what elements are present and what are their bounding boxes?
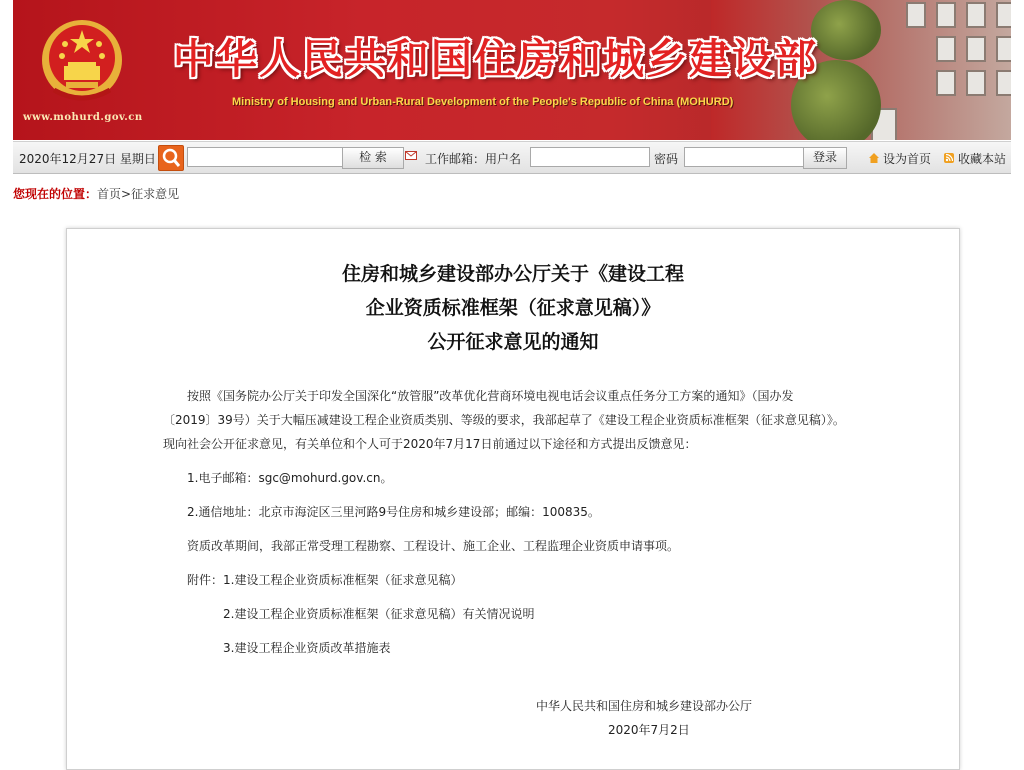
site-banner bbox=[13, 0, 1011, 140]
search-button[interactable]: 检 索 bbox=[342, 147, 404, 169]
mail-icon bbox=[405, 151, 417, 160]
password-input[interactable] bbox=[684, 147, 804, 167]
article-panel bbox=[66, 228, 960, 770]
ministry-title-cn: 中华人民共和国住房和城乡建设部 bbox=[173, 35, 818, 83]
paragraph-1-line-3: 现向社会公开征求意见，有关单位和个人可于2020年7月17日前通过以下途径和方式提出反馈意见： bbox=[163, 437, 697, 451]
ministry-title-en: Ministry of Housing and Urban-Rural Development of the People's Republic of China (MOHURD) bbox=[232, 96, 734, 108]
attachment-link-1[interactable]: 1.建设工程企业资质标准框架（征求意见稿） bbox=[223, 573, 463, 587]
article-title-line-1: 住房和城乡建设部办公厅关于《建设工程 bbox=[341, 263, 684, 285]
login-button[interactable]: 登录 bbox=[803, 147, 847, 169]
paragraph-2: 资质改革期间，我部正常受理工程勘察、工程设计、施工企业、工程监理企业资质申请事项。 bbox=[187, 539, 680, 553]
bookmark-label: 收藏本站 bbox=[958, 152, 1007, 166]
paragraph-1-line-1: 按照《国务院办公厅关于印发全国深化“放管服”改革优化营商环境电视电话会议重点任务分工方案的通知》（国办发 bbox=[187, 389, 794, 403]
set-homepage-label: 设为首页 bbox=[883, 152, 932, 166]
article-title-line-3: 公开征求意见的通知 bbox=[427, 331, 599, 353]
home-icon bbox=[868, 152, 880, 164]
paragraph-1-line-2: 〔2019〕39号）关于大幅压减建设工程企业资质类别、等级的要求，我部起草了《建设工程企业资质标准框架（征求意见稿）》。 bbox=[163, 413, 845, 427]
attachments-label: 附件： bbox=[187, 573, 224, 587]
attachment-link-2[interactable]: 2.建设工程企业资质标准框架（征求意见稿）有关情况说明 bbox=[223, 607, 535, 621]
search-input[interactable] bbox=[187, 147, 343, 167]
bookmark-icon bbox=[943, 152, 955, 164]
set-homepage-link[interactable] bbox=[868, 150, 931, 167]
national-emblem-icon bbox=[40, 14, 124, 106]
work-mail-username-label: 工作邮箱：用户名 bbox=[425, 152, 522, 166]
signature-org: 中华人民共和国住房和城乡建设部办公厅 bbox=[536, 699, 753, 713]
contact-address-item: 2.通信地址：北京市海淀区三里河路9号住房和城乡建设部；邮编：100835。 bbox=[187, 505, 600, 519]
current-date: 2020年12月27日 星期日 bbox=[19, 152, 156, 166]
breadcrumb-current-link[interactable]: 征求意见 bbox=[131, 187, 180, 201]
contact-email-item: 1.电子邮箱：sgc@mohurd.gov.cn。 bbox=[187, 471, 393, 485]
signature-date: 2020年7月2日 bbox=[608, 723, 690, 737]
top-toolbar bbox=[13, 141, 1011, 174]
search-icon-button[interactable] bbox=[158, 145, 184, 171]
attachment-link-3[interactable]: 3.建设工程企业资质改革措施表 bbox=[223, 641, 391, 655]
breadcrumb bbox=[13, 185, 179, 202]
site-url: www.mohurd.gov.cn bbox=[23, 112, 143, 123]
breadcrumb-label: 您现在的位置： bbox=[13, 187, 98, 201]
breadcrumb-separator: > bbox=[121, 187, 132, 201]
search-icon bbox=[159, 146, 183, 170]
username-input[interactable] bbox=[530, 147, 650, 167]
breadcrumb-home-link[interactable]: 首页 bbox=[97, 187, 122, 201]
password-label: 密码 bbox=[654, 152, 679, 166]
article-title-line-2: 企业资质标准框架（征求意见稿）》 bbox=[365, 297, 661, 319]
bookmark-link[interactable] bbox=[943, 150, 1006, 167]
